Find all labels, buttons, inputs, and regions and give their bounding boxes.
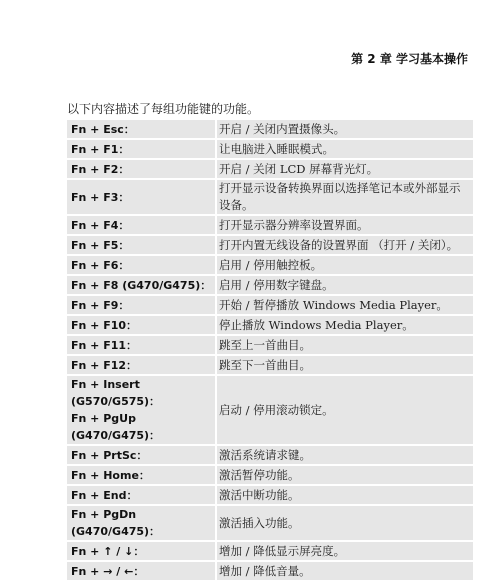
shortcut-description: 激活暂停功能。 [217, 466, 473, 486]
table-row [67, 236, 473, 256]
shortcut-key: Fn + F9： [67, 296, 217, 316]
shortcut-description: 启用 / 停用数字键盘。 [217, 276, 473, 296]
shortcut-description: 激活插入功能。 [217, 506, 473, 542]
intro-text: 以下内容描述了每组功能键的功能。 [67, 102, 260, 116]
table-row [67, 160, 473, 180]
table-row [67, 506, 473, 542]
shortcut-key: Fn + End： [67, 486, 217, 506]
table-row [67, 180, 473, 216]
table-row [67, 486, 473, 506]
shortcut-description: 打开显示设备转换界面以选择笔记本或外部显示设备。 [217, 180, 473, 216]
table-row [67, 466, 473, 486]
shortcut-description: 让电脑进入睡眠模式。 [217, 140, 473, 160]
function-key-table [67, 120, 473, 582]
shortcut-description: 停止播放 Windows Media Player。 [217, 316, 473, 336]
shortcut-key: Fn + F6： [67, 256, 217, 276]
chapter-header: 第 2 章 学习基本操作 [351, 52, 468, 66]
table-row [67, 316, 473, 336]
shortcut-key: Fn + F3： [67, 180, 217, 216]
table-row [67, 562, 473, 582]
shortcut-description: 激活系统请求键。 [217, 446, 473, 466]
table-row [67, 336, 473, 356]
table-row [67, 542, 473, 562]
shortcut-description: 增加 / 降低显示屏亮度。 [217, 542, 473, 562]
table-row [67, 140, 473, 160]
table-row [67, 256, 473, 276]
shortcut-key-line: Fn + Insert (G570/G575)： [71, 378, 161, 408]
shortcut-description: 开启 / 关闭 LCD 屏幕背光灯。 [217, 160, 473, 180]
shortcut-key: Fn + → / ←： [67, 562, 217, 582]
table-row [67, 446, 473, 466]
shortcut-key: Fn + F12： [67, 356, 217, 376]
shortcut-key: Fn + F4： [67, 216, 217, 236]
shortcut-key: Fn + PrtSc： [67, 446, 217, 466]
shortcut-description: 增加 / 降低音量。 [217, 562, 473, 582]
shortcut-key: Fn + ↑ / ↓： [67, 542, 217, 562]
shortcut-key: Fn + F5： [67, 236, 217, 256]
table-row [67, 376, 473, 446]
shortcut-description: 开启 / 关闭内置摄像头。 [217, 120, 473, 140]
shortcut-description: 开始 / 暂停播放 Windows Media Player。 [217, 296, 473, 316]
shortcut-key: Fn + F11： [67, 336, 217, 356]
shortcut-description: 跳至下一首曲目。 [217, 356, 473, 376]
shortcut-description: 跳至上一首曲目。 [217, 336, 473, 356]
shortcut-key: Fn + Home： [67, 466, 217, 486]
shortcut-key: Fn + Esc： [67, 120, 217, 140]
shortcut-key: Fn + F1： [67, 140, 217, 160]
shortcut-description: 打开内置无线设备的设置界面 （打开 / 关闭）。 [217, 236, 473, 256]
shortcut-key-line: Fn + PgUp (G470/G475)： [71, 412, 161, 442]
shortcut-description: 激活中断功能。 [217, 486, 473, 506]
shortcut-key: Fn + F10： [67, 316, 217, 336]
shortcut-description: 打开显示器分辨率设置界面。 [217, 216, 473, 236]
shortcut-key [67, 376, 217, 446]
table-row [67, 216, 473, 236]
shortcut-key: Fn + F2： [67, 160, 217, 180]
table-row [67, 276, 473, 296]
shortcut-key: Fn + PgDn (G470/G475)： [67, 506, 217, 542]
table-row [67, 296, 473, 316]
table-row [67, 356, 473, 376]
shortcut-key: Fn + F8 (G470/G475)： [67, 276, 217, 296]
shortcut-description: 启用 / 停用触控板。 [217, 256, 473, 276]
table-row [67, 120, 473, 140]
shortcut-description: 启动 / 停用滚动锁定。 [217, 376, 473, 446]
